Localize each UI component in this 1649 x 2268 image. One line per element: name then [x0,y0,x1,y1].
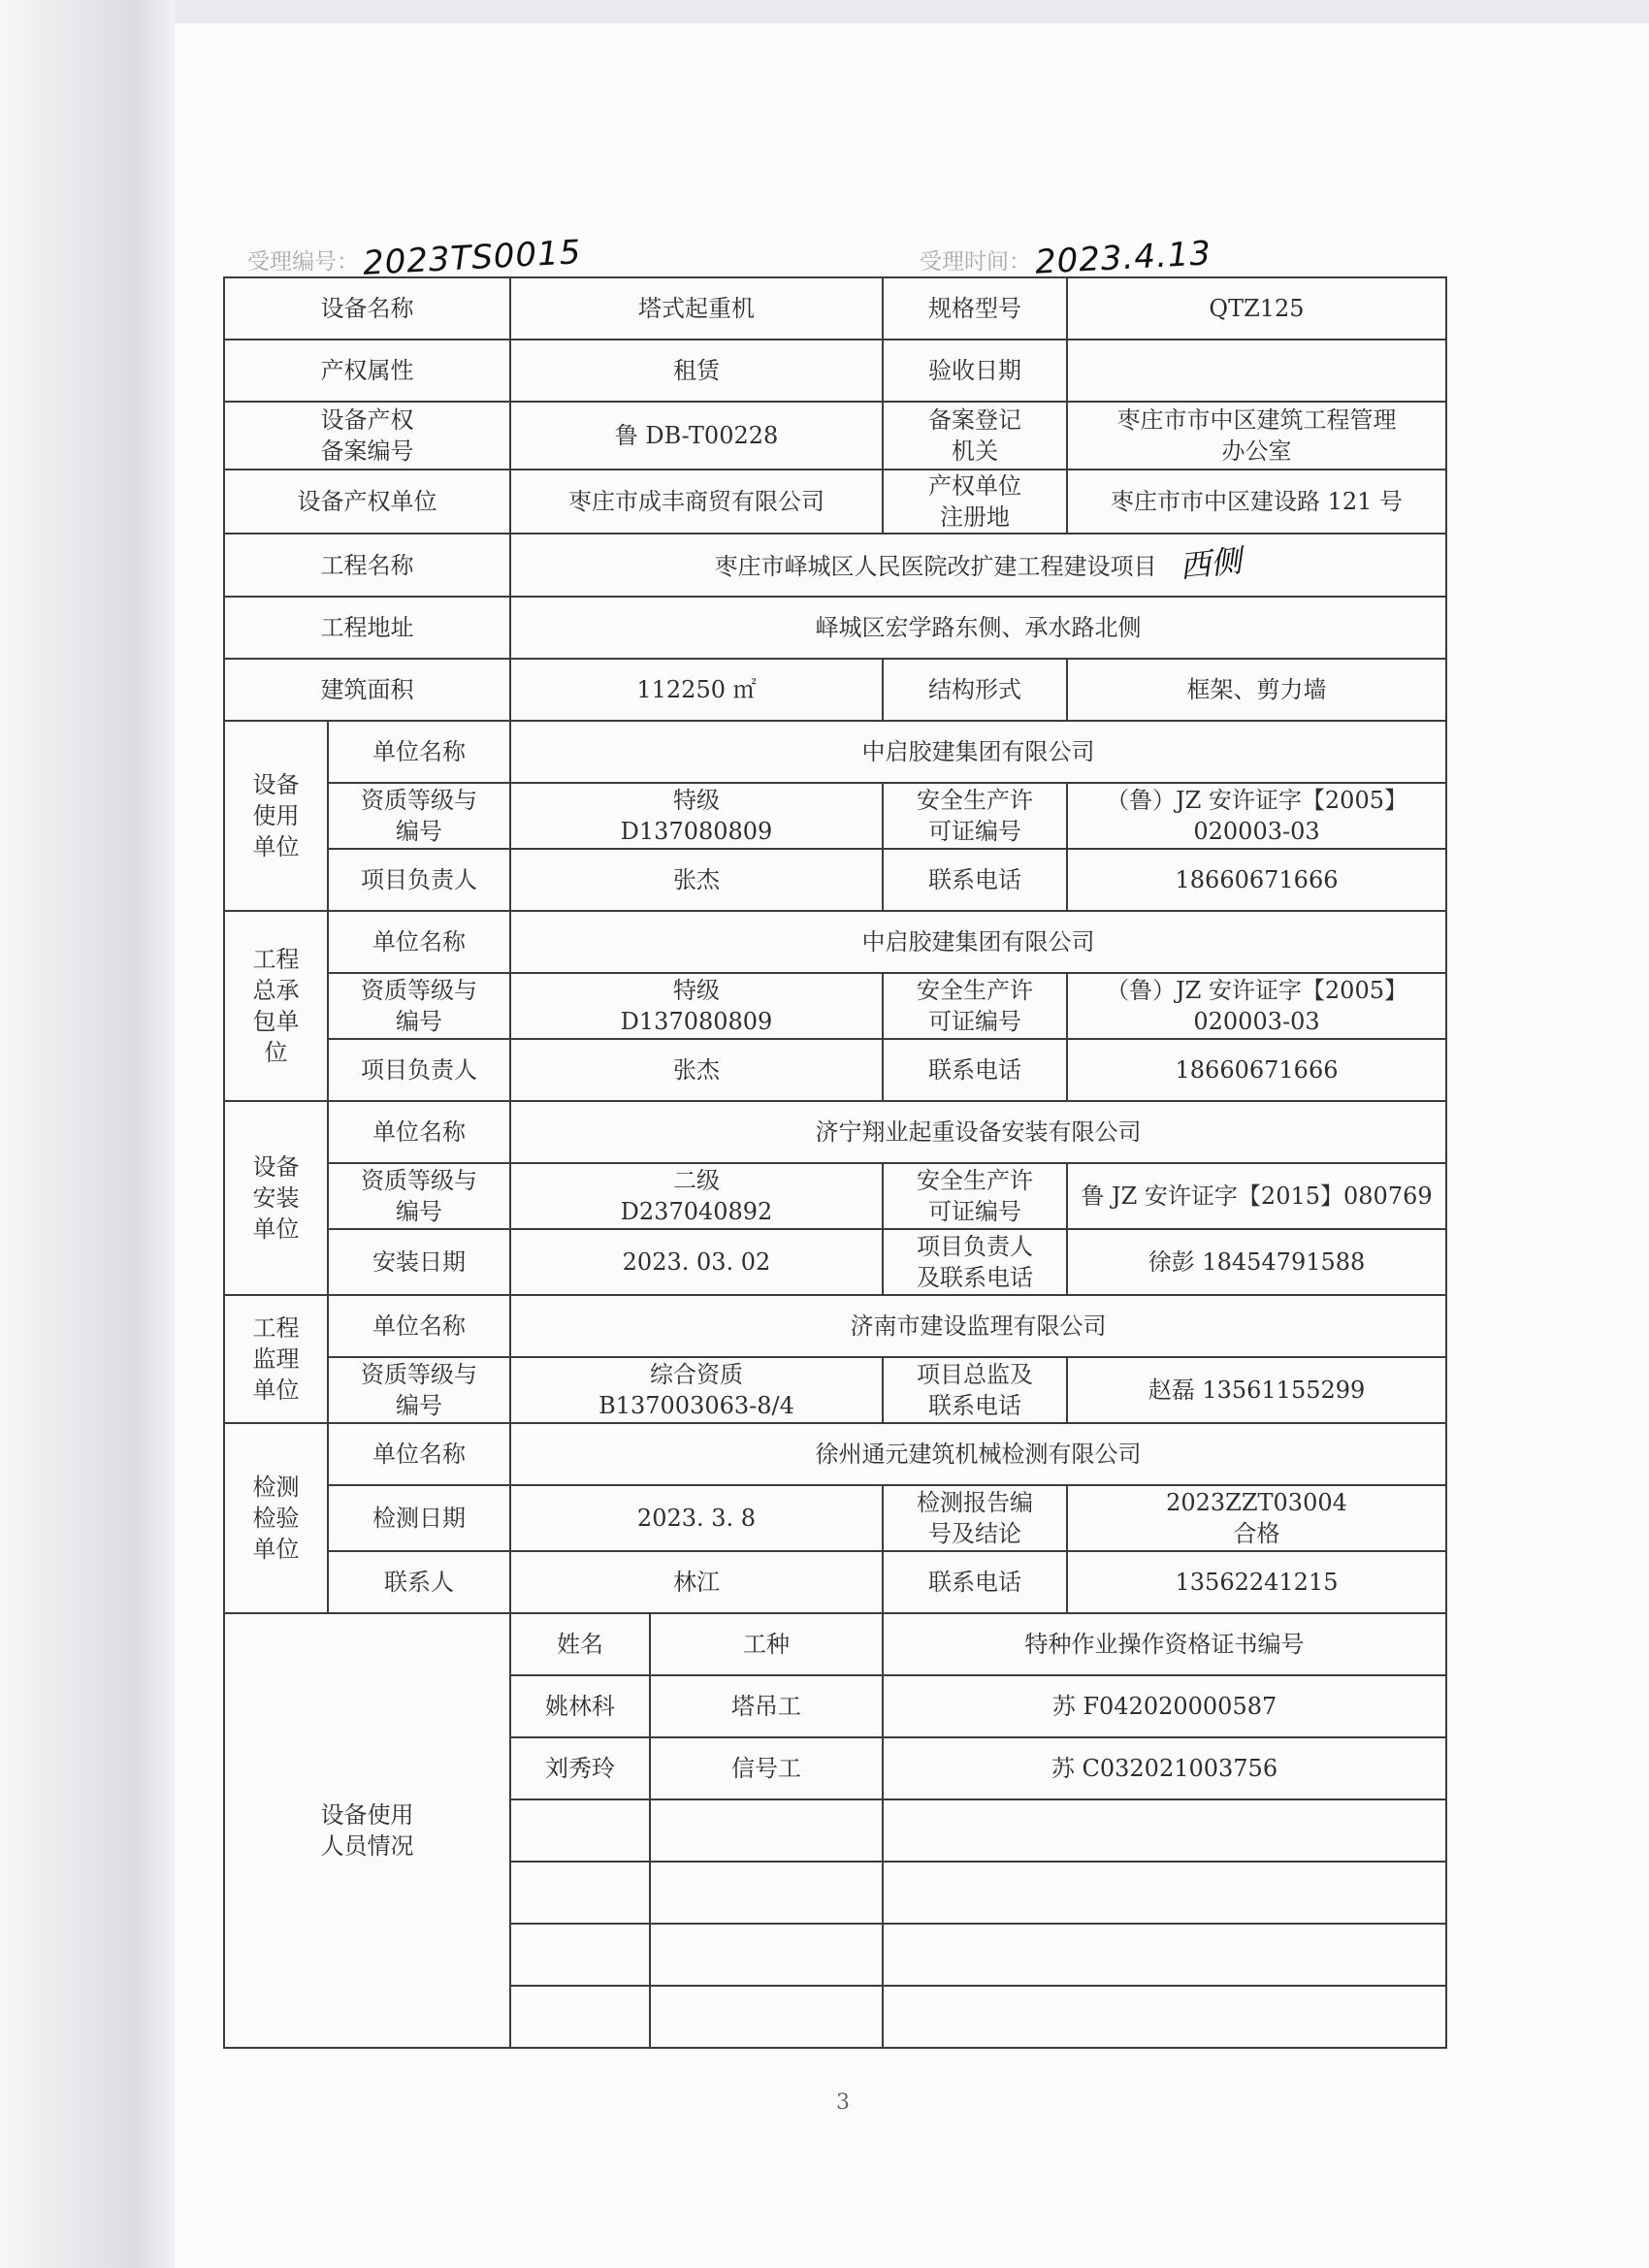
operator-cert [883,1986,1446,2048]
page-number: 3 [836,2090,850,2115]
table-row [224,534,1446,597]
contractor-group-label: 工程 总承 包单 位 [224,911,328,1101]
supervisor-group-label: 工程 监理 单位 [224,1295,328,1423]
record-authority-label: 备案登记 机关 [883,402,1067,470]
contractor-safety-label: 安全生产许 可证编号 [883,973,1067,1039]
user-unit-name-label: 单位名称 [328,721,510,783]
contractor-name-value: 中启胶建集团有限公司 [510,911,1446,973]
operator-trade [650,1924,883,1986]
user-unit-phone-label: 联系电话 [883,849,1067,911]
model-value: QTZ125 [1067,277,1446,340]
install-date-value: 2023. 03. 02 [510,1229,883,1295]
supervisor-qual-value: 综合资质 B137003063-8/4 [510,1357,883,1423]
table-row [224,1485,1446,1551]
project-name-handwriting: 西侧 [1178,541,1245,586]
inspection-report-value: 2023ZZT03004 合格 [1067,1485,1446,1551]
contractor-pm-label: 项目负责人 [328,1039,510,1101]
user-unit-pm-value: 张杰 [510,849,883,911]
inspection-name-value: 徐州通元建筑机械检测有限公司 [510,1423,1446,1485]
table-row [224,402,1446,470]
installer-qual-label: 资质等级与 编号 [328,1163,510,1229]
acceptance-number-label: 受理编号： [247,249,359,275]
operator-cert-header: 特种作业操作资格证书编号 [883,1613,1446,1675]
table-row [224,1423,1446,1485]
operator-name-header: 姓名 [510,1613,650,1675]
inspection-contact-value: 林江 [510,1551,883,1613]
user-unit-phone-value: 18660671666 [1067,849,1446,911]
operator-name [510,1862,650,1924]
user-unit-qual-value: 特级 D137080809 [510,783,883,849]
project-name-value: 枣庄市峄城区人民医院改扩建工程建设项目 [714,553,1157,580]
user-unit-qual-label: 资质等级与 编号 [328,783,510,849]
equipment-name-label: 设备名称 [224,277,510,340]
ownership-label: 产权属性 [224,340,510,402]
operator-trade-header: 工种 [650,1613,883,1675]
supervisor-chief-value: 赵磊 13561155299 [1067,1357,1446,1423]
owner-registration-label: 产权单位 注册地 [883,470,1067,534]
table-row [224,973,1446,1039]
user-unit-pm-label: 项目负责人 [328,849,510,911]
operator-cert: 苏 C032021003756 [883,1737,1446,1799]
operator-name: 刘秀玲 [510,1737,650,1799]
inspection-date-label: 检测日期 [328,1485,510,1551]
installer-name-label: 单位名称 [328,1101,510,1163]
table-row [224,783,1446,849]
acceptance-time-label: 受理时间： [920,249,1031,275]
record-number-value: 鲁 DB-T00228 [510,402,883,470]
building-area-value: 112250 ㎡ [510,659,883,721]
inspection-date-value: 2023. 3. 8 [510,1485,883,1551]
operator-cert [883,1862,1446,1924]
acceptance-date-label: 验收日期 [883,340,1067,402]
ownership-value: 租赁 [510,340,883,402]
project-address-label: 工程地址 [224,597,510,659]
project-name-cell [510,534,1446,597]
operator-trade [650,1799,883,1862]
contractor-phone-value: 18660671666 [1067,1039,1446,1101]
user-unit-group-label: 设备 使用 单位 [224,721,328,911]
table-row [224,597,1446,659]
operator-trade [650,1862,883,1924]
operators-group-label: 设备使用 人员情况 [224,1613,510,2048]
table-row [224,1295,1446,1357]
supervisor-qual-label: 资质等级与 编号 [328,1357,510,1423]
user-unit-safety-value: （鲁）JZ 安许证字【2005】 020003-03 [1067,783,1446,849]
table-row [224,470,1446,534]
table-row [224,1101,1446,1163]
owner-registration-value: 枣庄市市中区建设路 121 号 [1067,470,1446,534]
equipment-name-value: 塔式起重机 [510,277,883,340]
project-name-label: 工程名称 [224,534,510,597]
inspection-report-label: 检测报告编 号及结论 [883,1485,1067,1551]
operator-name [510,1799,650,1862]
structure-label: 结构形式 [883,659,1067,721]
installer-pm-value: 徐彭 18454791588 [1067,1229,1446,1295]
installer-name-value: 济宁翔业起重设备安装有限公司 [510,1101,1446,1163]
table-row [224,1039,1446,1101]
table-row [224,721,1446,783]
scan-top-shadow [0,0,1649,23]
installer-qual-value: 二级 D237040892 [510,1163,883,1229]
owner-label: 设备产权单位 [224,470,510,534]
user-unit-safety-label: 安全生产许 可证编号 [883,783,1067,849]
operator-name [510,1986,650,2048]
operator-trade [650,1986,883,2048]
table-row [224,1229,1446,1295]
building-area-label: 建筑面积 [224,659,510,721]
acceptance-number-handwriting: 2023TS0015 [362,233,583,283]
operator-name [510,1924,650,1986]
acceptance-time [920,234,1212,282]
table-row [224,849,1446,911]
record-number-label: 设备产权 备案编号 [224,402,510,470]
installer-safety-value: 鲁 JZ 安许证字【2015】080769 [1067,1163,1446,1229]
operator-trade: 信号工 [650,1737,883,1799]
table-row [224,659,1446,721]
scan-edge-shadow [0,0,175,2268]
acceptance-time-handwriting: 2023.4.13 [1034,234,1212,282]
supervisor-name-label: 单位名称 [328,1295,510,1357]
table-row [224,277,1446,340]
table-row [224,1551,1446,1613]
table-row [224,1357,1446,1423]
record-authority-value: 枣庄市市中区建筑工程管理 办公室 [1067,402,1446,470]
contractor-qual-label: 资质等级与 编号 [328,973,510,1039]
operator-cert: 苏 F042020000587 [883,1675,1446,1737]
table-row [224,340,1446,402]
install-date-label: 安装日期 [328,1229,510,1295]
inspection-phone-value: 13562241215 [1067,1551,1446,1613]
equipment-registration-form [223,276,1447,2049]
user-unit-name-value: 中启胶建集团有限公司 [510,721,1446,783]
acceptance-number [247,233,583,283]
acceptance-date-value [1067,340,1446,402]
inspection-group-label: 检测 检验 单位 [224,1423,328,1613]
project-address-value: 峄城区宏学路东侧、承水路北侧 [510,597,1446,659]
contractor-pm-value: 张杰 [510,1039,883,1101]
supervisor-chief-label: 项目总监及 联系电话 [883,1357,1067,1423]
inspection-phone-label: 联系电话 [883,1551,1067,1613]
contractor-phone-label: 联系电话 [883,1039,1067,1101]
installer-safety-label: 安全生产许 可证编号 [883,1163,1067,1229]
operator-cert [883,1924,1446,1986]
operator-name: 姚林科 [510,1675,650,1737]
model-label: 规格型号 [883,277,1067,340]
installer-pm-label: 项目负责人 及联系电话 [883,1229,1067,1295]
table-row [224,911,1446,973]
contractor-name-label: 单位名称 [328,911,510,973]
operator-cert [883,1799,1446,1862]
table-row [224,1613,1446,1675]
operator-trade: 塔吊工 [650,1675,883,1737]
installer-group-label: 设备 安装 单位 [224,1101,328,1295]
owner-value: 枣庄市成丰商贸有限公司 [510,470,883,534]
contractor-qual-value: 特级 D137080809 [510,973,883,1039]
inspection-name-label: 单位名称 [328,1423,510,1485]
contractor-safety-value: （鲁）JZ 安许证字【2005】 020003-03 [1067,973,1446,1039]
table-row [224,1163,1446,1229]
structure-value: 框架、剪力墙 [1067,659,1446,721]
supervisor-name-value: 济南市建设监理有限公司 [510,1295,1446,1357]
inspection-contact-label: 联系人 [328,1551,510,1613]
